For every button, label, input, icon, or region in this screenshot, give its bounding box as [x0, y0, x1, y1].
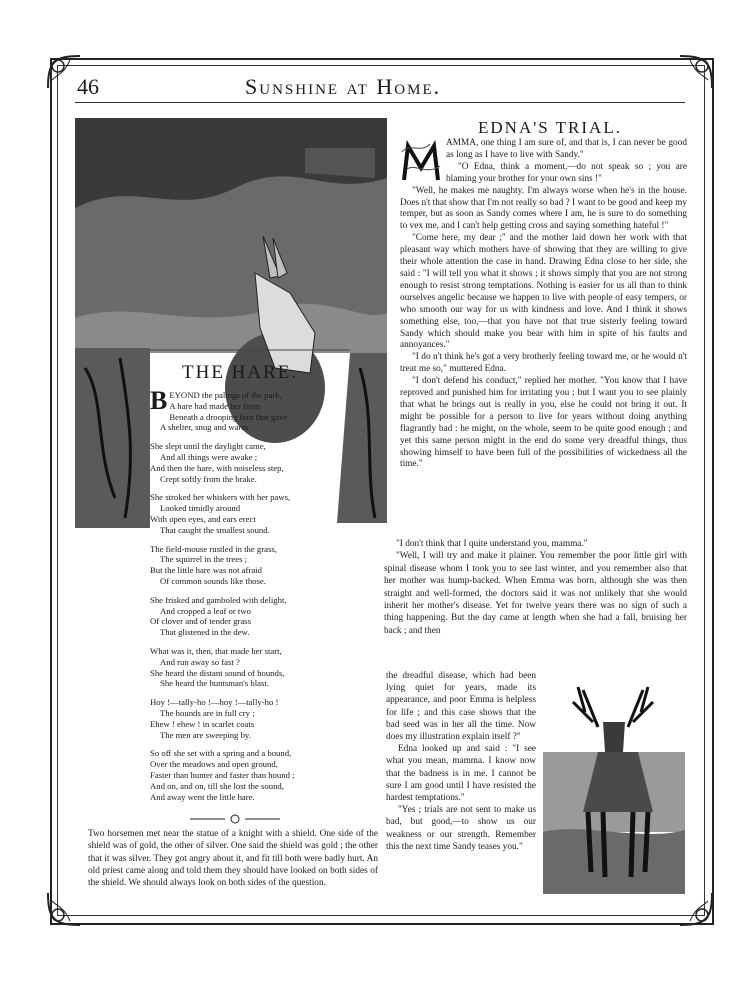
story-paragraph: AMMA, one thing I am sure of, and that is, I can never be good as long as I have to live with Sandy." [446, 138, 687, 160]
page-number: 46 [77, 74, 99, 99]
poem-line: And then the hare, with noiseless step, [150, 462, 284, 473]
poem-line: Beneath a drooping fern that gave [169, 411, 288, 422]
poem-line: And on, and on, till she lost the sound, [150, 780, 284, 791]
poem-line: The hounds are in full cry ; [160, 707, 255, 718]
corner-ornament-icon [44, 889, 84, 929]
story-paragraph: "I don't defend his conduct," replied her mother. "You know that I have reproved and punished him for irritating you ; but I want you to see plainly that what he brings out is really in you, else he could not bring it out. It might be possible for a person to live for years without doing anything flagrantly bad : he might, on the whole, seem to be quite good enough ; and yet this same person might in the end do some very dreadful things, thus showing himself to have been full of the possibilities of wickedness all the time." [400, 376, 687, 470]
dropcap-b: B [150, 386, 168, 415]
divider-ornament-icon [190, 813, 280, 825]
poem-line: But the little hare was not afraid [150, 565, 262, 576]
poem-line: With open eyes, and ears erect [150, 513, 256, 524]
poem-line: What was it, then, that made her start, [150, 645, 282, 656]
poem-line: A shelter, snug and warm. [160, 422, 251, 433]
poem-line: The squirrel in the trees ; [160, 554, 248, 565]
poem-line: BEYOND the palings of the park, [150, 386, 282, 415]
poem-line: Crept softly from the brake. [160, 473, 257, 484]
poem-stanza [150, 748, 350, 802]
poem-body [150, 386, 350, 810]
story-narrow [386, 670, 536, 853]
poem-line: Of common sounds like those. [160, 575, 266, 586]
story-title: EDNA'S TRIAL. [478, 118, 622, 137]
poem-line: And away went the little hare. [150, 791, 255, 802]
corner-ornament-icon [676, 889, 716, 929]
story-paragraph: "I don't think that I quite understand you, mamma." [396, 539, 588, 549]
corner-ornament-icon [676, 52, 716, 92]
poem-stanza [150, 697, 350, 740]
poem-line: A hare had made her form [169, 400, 261, 411]
poem-stanza [150, 595, 350, 638]
poem-stanza [150, 544, 350, 587]
poem-title: THE HARE. [182, 362, 299, 383]
poem-line: That glistened in the dew. [160, 627, 250, 638]
poem-line: That caught the smallest sound. [160, 524, 270, 535]
story-paragraph: "Yes ; trials are not sent to make us bad, but good,—to show us our weakness or our strength. Remember this the next time Sandy teases you." [386, 805, 536, 852]
story-paragraph: the dreadful disease, which had been lying quiet for years, made its appearance, and poor Emma is helpless for life ; and this case shows that the bad seed was in her all the time. Now does my illustration explain itself ?" [386, 671, 536, 743]
story-body [400, 138, 687, 471]
poem-stanza [150, 492, 350, 535]
poem-line: And run away so fast ? [160, 656, 240, 667]
poem-line: Of clover and of tender grass [150, 616, 252, 627]
poem-line: Faster than hunter and faster than hound ; [150, 769, 295, 780]
poem-line: The men are sweeping by. [160, 729, 251, 740]
poem-line: She stroked her whiskers with her paws, [150, 492, 291, 503]
stag-illustration [543, 682, 685, 894]
story-paragraph: "Well, I will try and make it plainer. You remember the poor little girl with spinal disease whom I took you to see last winter, and you remember also that her mother was hump-backed. When Emma was born, although she was then straight and well-formed, the doctors said it was not unlikely that she would inherit her mother's disease. Yet for twelve years there was no sign of such a thing happening. But the day came at length when she had a fall, bruising her back ; and then [384, 551, 687, 636]
running-title: Sunshine at Home. [245, 74, 442, 99]
poem-stanza [150, 386, 350, 433]
poem-line: Over the meadows and open ground, [150, 759, 278, 770]
story-paragraph: "I do n't think he's got a very brotherly feeling toward me, or he would n't treat me so," muttered Edna. [400, 352, 687, 375]
poem-line: And cropped a leaf or two [160, 605, 251, 616]
poem-line: She heard the huntsman's blast. [160, 678, 269, 689]
story-paragraph: "Come here, my dear ;" and the mother laid down her work with that pleasant way which mothers have of showing that they are willing to give their whole attention the case in hand. Drawing Edna close to her side, she said : "I will tell you what it shows ; it shows simply that you are not strong enough to resist strong temptations. Nothing is easier for us all than to think ourselves angelic because we happen to live with people of easy tempers, or who smooth our way for us with kindness and love. And I think it shows something else, too,—that you have not that true sisterly feeling toward Sandy which should make you bear with him in spite of his faults and annoyances." [400, 233, 687, 351]
dropcap-m-icon [400, 140, 442, 184]
poem-line: Looked timidly around [160, 503, 241, 514]
poem-stanza [150, 646, 350, 689]
shield-story: Two horsemen met near the statue of a knight with a shield. One side of the shield was of gold, the other of silver. One said the shield was gold ; the other that it was silver. They got angry about it, and fit till both were badly hurt. An old priest came along and told them they should have looked on both sides of the shield. We should always look on both sides of the question. [88, 829, 378, 889]
poem-line: Ehew ! ehew ! in scarlet coats [150, 718, 255, 729]
story-paragraph: Edna looked up and said : "I see what you mean, mamma. I know now that the badness is in me. I cannot be sure I am good until I have resisted the hardest temptations." [386, 744, 536, 804]
story-continued [384, 538, 687, 637]
header-rule [75, 102, 685, 103]
poem-stanza [150, 441, 350, 484]
poem-line: Hoy !—tally-ho !—hoy !—tally-ho ! [150, 697, 279, 708]
poem-line: So off she set with a spring and a bound, [150, 748, 292, 759]
poem-line: And all things were awake ; [160, 451, 258, 462]
story-paragraph: "O Edna, think a moment,—do not speak so ; you are blaming your brother for your own sins !" [446, 161, 687, 184]
poem-line: She slept until the daylight came, [150, 441, 266, 452]
poem-line: She frisked and gamboled with delight, [150, 594, 287, 605]
poem-line: The field-mouse rustled in the grass, [150, 543, 277, 554]
story-paragraph: "Well, he makes me naughty. I'm always worse when he's in the house. Does n't that show that I'm not really so bad ? I want to be good and keep my temper, but as soon as Sandy comes where I am, he is sure to do something to vex me, and I can't help getting cross and saying something hateful !" [400, 185, 687, 232]
poem-line: She heard the distant sound of hounds, [150, 667, 285, 678]
